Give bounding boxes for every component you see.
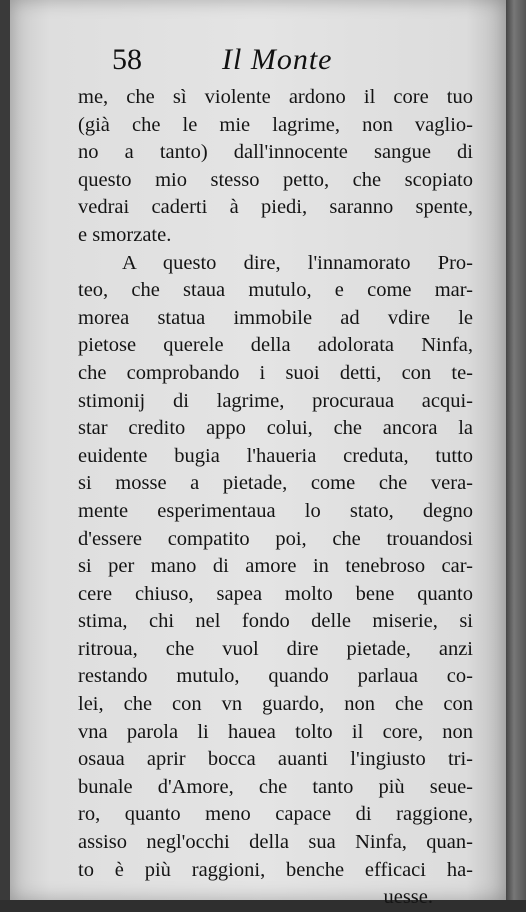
text-line: to è più raggioni, benche efficaci ha- (78, 858, 473, 881)
body-text (78, 84, 473, 912)
text-line: stima, chi nel fondo delle miserie, si (78, 610, 473, 633)
text-line: me, che sì violente ardono il core tuo (78, 86, 473, 108)
text-line: mente esperimentaua lo stato, degno (78, 499, 473, 522)
book-gutter-edge (506, 0, 526, 900)
book-page (10, 0, 506, 909)
paragraph-first-line: A questo dire, l'innamorato Pro- (122, 251, 473, 274)
catchword: uesse. (383, 886, 433, 909)
text-line: ritroua, che vuol dire pietade, anzi (78, 637, 473, 660)
text-line: assiso negl'occhi della sua Ninfa, quan- (78, 831, 473, 854)
text-line: (già che le mie lagrime, non vaglio- (78, 113, 473, 136)
page-number: 58 (112, 43, 142, 76)
text-line: si mosse a pietade, come che vera- (78, 472, 473, 495)
text-line: bunale d'Amore, che tanto più seue- (78, 775, 473, 798)
text-line: stimonij di lagrime, procuraua acqui- (78, 389, 473, 412)
text-line: morea statua immobile ad vdire le (78, 306, 473, 329)
text-line: no a tanto) dall'innocente sangue di (78, 141, 473, 164)
text-line: star credito appo colui, che ancora la (78, 417, 473, 440)
text-line: ro, quanto meno capace di raggione, (78, 803, 473, 826)
text-line: cere chiuso, sapea molto bene quanto (78, 582, 473, 605)
text-line: questo mio stesso petto, che scopiato (78, 168, 473, 191)
text-line: teo, che staua mutulo, e come mar- (78, 279, 473, 302)
text-line: e smorzate. (78, 223, 172, 246)
running-header (112, 42, 352, 78)
text-line: osaua aprir bocca auanti l'ingiusto tri- (78, 748, 473, 771)
text-line: restando mutulo, quando parlaua co- (78, 665, 473, 688)
text-line: pietose querele della adolorata Ninfa, (78, 334, 473, 357)
text-line: d'essere compatito poi, che trouandosi (78, 527, 473, 550)
text-line: lei, che con vn guardo, non che con (78, 693, 473, 716)
text-line: euidente bugia l'haueria creduta, tutto (78, 444, 473, 467)
text-line: vna parola li hauea tolto il core, non (78, 720, 473, 743)
text-line: vedrai caderti à piedi, saranno spente, (78, 196, 473, 219)
text-line: si per mano di amore in tenebroso car- (78, 555, 473, 578)
text-line: che comprobando i suoi detti, con te- (78, 361, 473, 384)
running-title: Il Monte (222, 43, 333, 76)
